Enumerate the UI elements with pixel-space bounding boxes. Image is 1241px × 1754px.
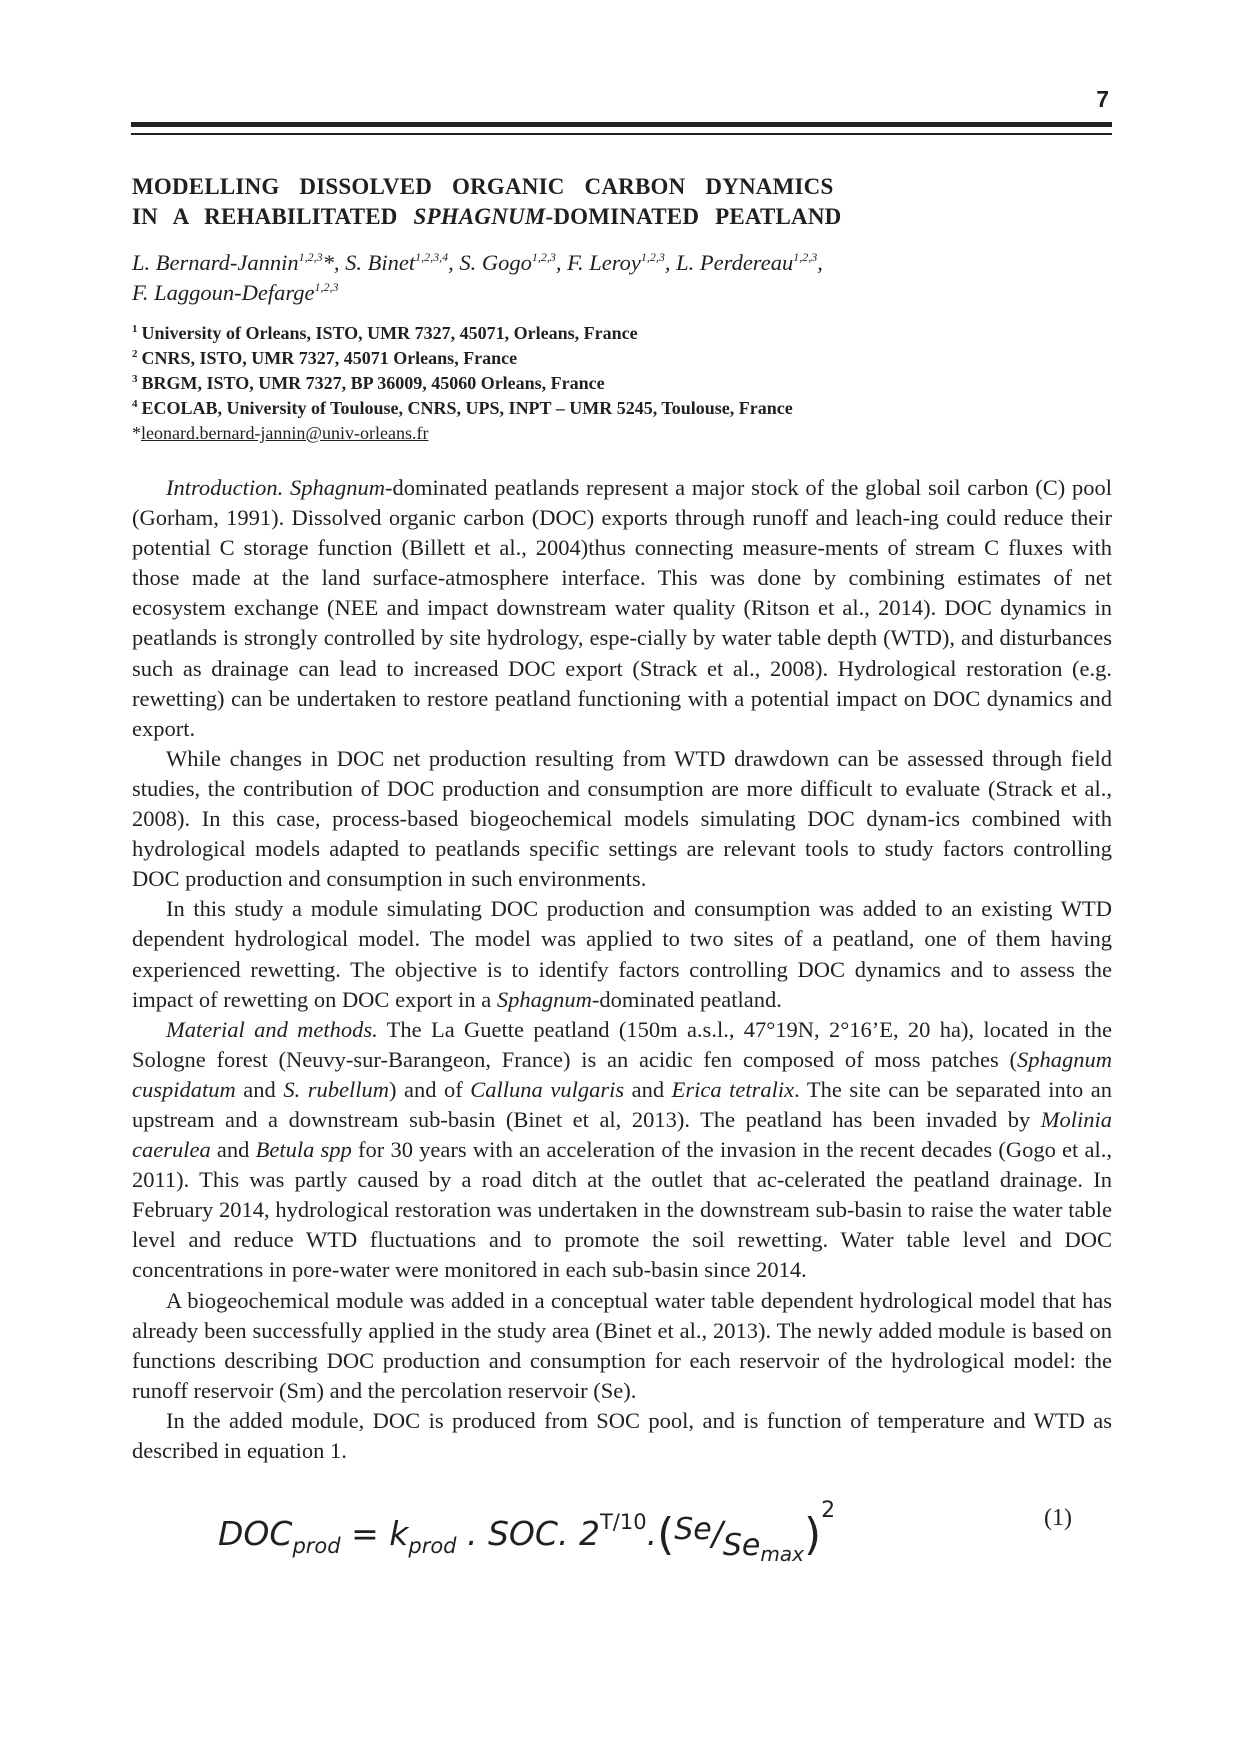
species-name: Betula spp <box>255 1137 352 1163</box>
author-separator: *, <box>322 250 346 275</box>
paragraph-text: and <box>235 1076 284 1102</box>
email-link[interactable]: leonard.bernard-jannin@univ-orleans.fr <box>141 423 429 443</box>
affiliation-item <box>132 371 793 396</box>
paragraph-text: for 30 years with an acceleration of the invasion in the recent decades (Gogo et al., 2011). This was partly caused by a road ditch at the outlet that ac-celerated the peatland drainage. In February 2014, hydrological restoration was undertaken in the downstream sub-basin to raise the water table level and reduce WTD fluctuations and to promote the soil rewetting. Water table level and DOC concentrations in pore-water were monitored in each sub-basin since 2014. <box>132 1137 1112 1283</box>
paragraph-text: -dominated peatlands represent a major stock of the global soil carbon (C) pool (Gorham, 1991). Dissolved organic carbon (DOC) exports through runoff and leach-ing could reduce their potential C storage function (Billett et al., 2004)thus connecting measure-ments of stream C fluxes with those made at the land surface-atmosphere interface. This was done by combining estimates of net ecosystem exchange (NEE and impact downstream water quality (Ritson et al., 2014). DOC dynamics in peatlands is strongly controlled by site hydrology, espe-cially by water table depth (WTD), and disturbances such as drainage can lead to increased DOC export (Strack et al., 2008). Hydrological restoration (e.g. rewetting) can be undertaken to restore peatland functioning with a potential impact on DOC dynamics and export. <box>132 475 1112 741</box>
affiliation-text: CNRS, ISTO, UMR 7327, 45071 Orleans, France <box>141 348 518 368</box>
title-sphagnum: SPHAGNUM <box>413 204 546 229</box>
affiliation-item <box>132 321 793 346</box>
eq-open-paren: ( <box>657 1509 675 1560</box>
author-affiliation-sup: 1,2,3,4 <box>415 250 449 264</box>
author-name: L. Perdereau <box>676 250 794 275</box>
paragraph-text: and <box>210 1137 256 1163</box>
author-separator: , <box>448 250 460 275</box>
header-rule-thick <box>131 122 1112 127</box>
eq-soc: . SOC. <box>456 1514 579 1553</box>
paragraph-6: In the added module, DOC is produced from SOC pool, and is function of temperature and WTD as described in equation 1. <box>132 1407 1112 1463</box>
author-affiliation-sup: 1,2,3 <box>314 280 339 294</box>
author-name: L. Bernard-Jannin <box>132 250 299 275</box>
title-line-2-end: -DOMINATED PEATLAND <box>545 204 842 229</box>
affiliation-number: 3 <box>132 373 138 385</box>
eq-exponent: T/10 <box>599 1510 647 1534</box>
page-number: 7 <box>1096 86 1109 112</box>
affiliation-number: 1 <box>132 323 138 335</box>
affiliation-number: 2 <box>132 348 138 360</box>
author-line-2 <box>132 278 823 308</box>
eq-denominator-sub: max <box>760 1542 804 1566</box>
title-line-2 <box>132 202 841 232</box>
eq-square: 2 <box>821 1498 836 1523</box>
section-lead-methods: Material and methods. <box>166 1016 378 1042</box>
author-affiliation-sup: 1,2,3 <box>531 250 556 264</box>
author-name: F. Leroy <box>567 250 641 275</box>
eq-lhs: DOC <box>218 1514 293 1553</box>
article-body <box>132 473 1112 1466</box>
species-name: Sphagnum cuspidatum <box>132 1046 1112 1102</box>
header-rule-thin <box>131 133 1112 135</box>
equation-1 <box>218 1498 835 1566</box>
species-name: Sphagnum <box>496 986 592 1012</box>
paragraph-text: In this study a module simulating DOC production and consumption was added to an existing WTD dependent hydrological model. The model was applied to two sites of a peatland, one of them having experienced rewetting. The objective is to identify factors controlling DOC dynamics and to assess the impact of rewetting on DOC export in a <box>132 896 1112 1012</box>
eq-close-paren: ) <box>803 1509 822 1560</box>
affiliation-text: ECOLAB, University of Toulouse, CNRS, UPS, INPT – UMR 5245, Toulouse, France <box>141 398 793 418</box>
paragraph-text: ) and of <box>388 1076 471 1102</box>
affiliation-item <box>132 346 793 371</box>
eq-lhs-sub: prod <box>292 1534 341 1558</box>
author-list <box>132 248 823 308</box>
eq-dot: . <box>646 1514 658 1553</box>
eq-two: 2 <box>578 1514 600 1553</box>
affiliation-text: BRGM, ISTO, UMR 7327, BP 36009, 45060 Orleans, France <box>141 373 605 393</box>
affiliation-number: 4 <box>132 398 138 410</box>
equation-number: (1) <box>1044 1505 1072 1531</box>
eq-denominator <box>722 1528 804 1566</box>
title-line-1: MODELLING DISSOLVED ORGANIC CARBON DYNAMICS <box>132 174 834 199</box>
species-name: Erica tetralix <box>671 1076 795 1102</box>
species-name: S. rubellum <box>283 1076 389 1102</box>
section-lead-introduction: Introduction. <box>166 475 284 500</box>
species-name: Molinia caerulea <box>132 1106 1112 1163</box>
eq-k: k <box>389 1514 409 1553</box>
affiliation-list <box>132 321 793 446</box>
author-separator: , <box>555 250 568 275</box>
affiliation-item <box>132 396 793 421</box>
paragraph-3 <box>132 894 1112 1014</box>
corresponding-email <box>132 421 793 446</box>
email-asterisk: * <box>132 423 141 443</box>
author-affiliation-sup: 1,2,3 <box>640 250 665 264</box>
paragraph-text: -dominated peatland. <box>591 986 782 1012</box>
eq-numerator: Se <box>674 1512 712 1547</box>
eq-denominator-base: Se <box>722 1528 761 1563</box>
author-name: S. Binet <box>345 250 416 275</box>
author-line-1 <box>132 248 823 278</box>
paragraph-text: and <box>624 1076 672 1102</box>
paragraph-introduction <box>132 473 1112 744</box>
eq-slash: / <box>711 1514 723 1553</box>
paragraph-methods <box>132 1015 1112 1286</box>
paragraph-text: . The site can be separated into an upstream and a downstream sub-basin (Binet et al, 2013). The peatland has been invaded by <box>132 1076 1112 1132</box>
paragraph-2: While changes in DOC net production resulting from WTD drawdown can be assessed through field studies, the contribution of DOC production and consumption are more difficult to evaluate (Strack et al., 2008). In this case, process-based biogeochemical models simulating DOC dynam-ics combined with hydrological models adapted to peatlands specific settings are relevant tools to study factors controlling DOC production and consumption in such environments. <box>132 745 1112 892</box>
author-separator: , <box>817 250 823 275</box>
eq-equals: = <box>340 1514 390 1553</box>
species-name: Sphagnum <box>290 475 386 500</box>
paragraph-5: A biogeochemical module was added in a conceptual water table dependent hydrological model that has already been successfully applied in the study area (Binet et al., 2013). The newly added module is based on functions describing DOC production and consumption for each reservoir of the hydrological model: the runoff reservoir (Sm) and the percolation reservoir (Se). <box>132 1287 1112 1403</box>
author-separator: , <box>664 250 677 275</box>
author-affiliation-sup: 1,2,3 <box>298 250 323 264</box>
eq-k-sub: prod <box>408 1534 457 1558</box>
author-affiliation-sup: 1,2,3 <box>793 250 818 264</box>
title-line-2-start: IN A REHABILITATED <box>132 204 414 229</box>
affiliation-text: University of Orleans, ISTO, UMR 7327, 45071, Orleans, France <box>141 323 638 343</box>
paper-title <box>132 172 841 232</box>
author-name: S. Gogo <box>459 250 532 275</box>
species-name: Calluna vulgaris <box>470 1076 625 1102</box>
paragraph-text: The La Guette peatland (150m a.s.l., 47°19N, 2°16’E, 20 ha), located in the Sologne forest (Neuvy-sur-Barangeon, France) is an acidic fen composed of moss patches ( <box>132 1016 1113 1072</box>
author-name: F. Laggoun-Defarge <box>132 280 315 305</box>
